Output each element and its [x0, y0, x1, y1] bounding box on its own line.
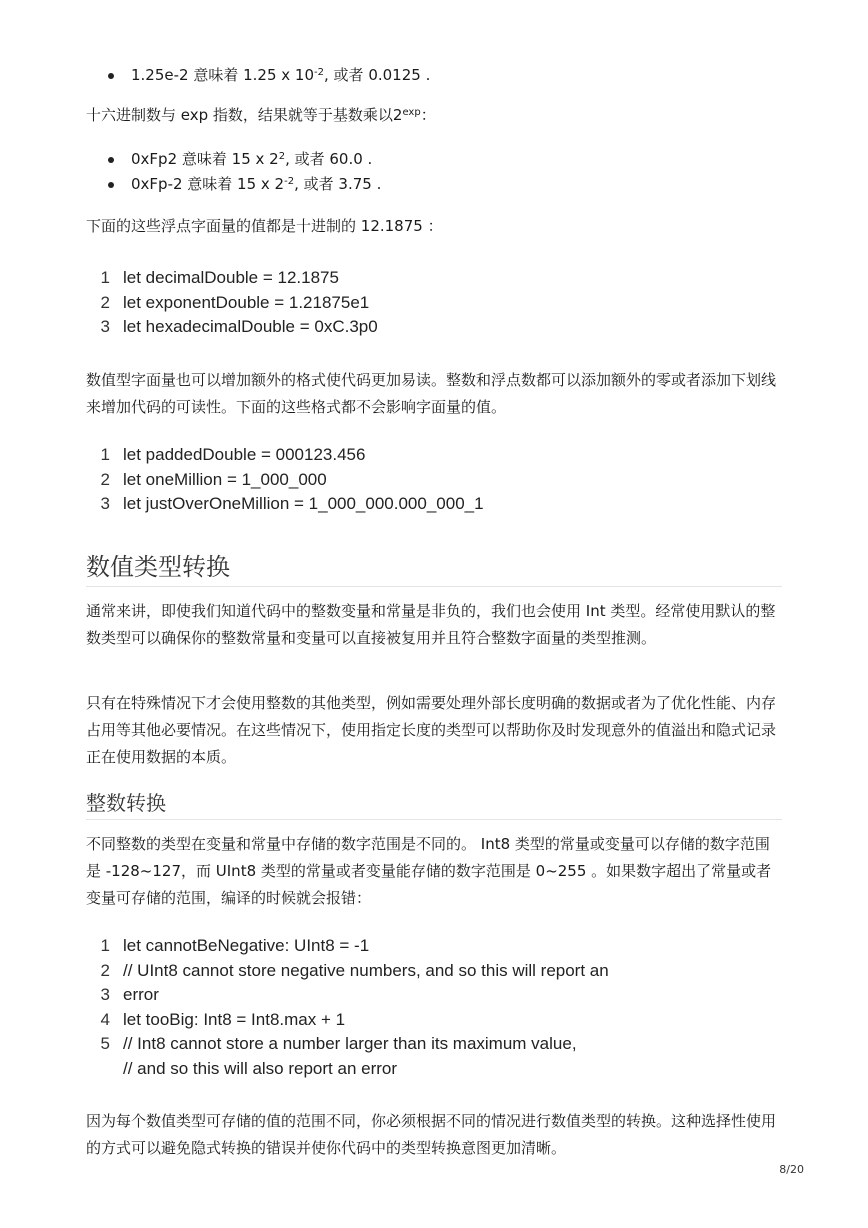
line-number: 2 [100, 960, 110, 980]
superscript: -2 [284, 176, 295, 187]
code-line [86, 492, 484, 517]
line-number: 1 [100, 936, 110, 955]
code-line [86, 1057, 609, 1082]
subsection-heading: 整数转换 [86, 788, 782, 820]
code-line [86, 468, 484, 493]
superscript: -2 [314, 67, 325, 78]
line-number [86, 1057, 123, 1082]
code-text: let paddedDouble = 000123.456 [123, 445, 366, 464]
list-item-text: 1.25e-2 意味着 1.25 x 10 [131, 66, 315, 84]
code-line [86, 315, 378, 340]
format-paragraph: 数值型字面量也可以增加额外的格式使代码更加易读。整数和浮点数都可以添加额外的零或者添加下划线来增加代码的可读性。下面的这些格式都不会影响字面量的值。 [86, 371, 777, 416]
code-text: let justOverOneMillion = 1_000_000.000_000_1 [123, 494, 484, 513]
list-item [131, 62, 430, 89]
code-line [86, 983, 609, 1008]
code-line [86, 959, 609, 984]
list-item-text: 0xFp2 意味着 15 x 2 [131, 150, 279, 168]
list-item-text: , 或者 3.75 . [294, 175, 382, 193]
list-item-text: 0xFp-2 意味着 15 x 2 [131, 175, 285, 193]
code-text: // and so this will also report an error [123, 1058, 398, 1078]
bullet-dot [108, 182, 114, 188]
line-number: 1 [100, 445, 110, 464]
code-text: let cannotBeNegative: UInt8 = -1 [123, 936, 370, 955]
superscript: 2 [278, 151, 286, 162]
code-text: let tooBig: Int8 = Int8.max + 1 [123, 1009, 346, 1029]
paragraph-text: ： [420, 106, 436, 124]
code-text: let oneMillion = 1_000_000 [123, 469, 327, 489]
code-line [86, 934, 609, 959]
line-number: 4 [100, 1009, 110, 1029]
code-line [86, 266, 378, 291]
code-text: // UInt8 cannot store negative numbers, and so this will report an [123, 960, 609, 980]
code-line [86, 443, 484, 468]
code-text: let exponentDouble = 1.21875e1 [123, 292, 370, 312]
final-paragraph: 因为每个数值类型可存储的值的范围不同，你必须根据不同的情况进行数值类型的转换。这种选择性使用的方式可以避免隐式转换的错误并使你代码中的类型转换意图更加清晰。 [86, 1112, 777, 1157]
code-block [86, 443, 484, 517]
code-text: let hexadecimalDouble = 0xC.3p0 [123, 317, 378, 336]
float-intro-paragraph: 下面的这些浮点字面量的值都是十进制的 12.1875 ： [86, 217, 443, 235]
line-number: 5 [100, 1034, 110, 1053]
line-number: 3 [100, 985, 110, 1004]
line-number: 3 [100, 317, 110, 336]
line-number: 2 [100, 469, 110, 489]
code-text: let decimalDouble = 12.1875 [123, 268, 339, 287]
bullet-dot [108, 73, 114, 79]
page-number: 8/20 [779, 1163, 804, 1176]
list-item [131, 171, 381, 198]
code-text: // Int8 cannot store a number larger than its maximum value, [123, 1034, 577, 1053]
code-line [86, 291, 378, 316]
code-text: error [123, 985, 159, 1004]
conversion-paragraph: 通常来讲，即使我们知道代码中的整数变量和常量是非负的，我们也会使用 Int 类型。经常使用默认的整数类型可以确保你的整数常量和变量可以直接被复用并且符合整数字面量的类型推测。 [86, 602, 776, 647]
line-number: 3 [100, 494, 110, 513]
list-item [131, 146, 372, 173]
list-item-text: , 或者 60.0 . [285, 150, 373, 168]
int-conversion-paragraph: 不同整数的类型在变量和常量中存储的数字范围是不同的。 Int8 类型的常量或变量可以存储的数字范围是 -128~127，而 UInt8 类型的常量或者变量能存储的数字范围是 0~255 。如果数字超出了常量或者变量可存储的范围，编译的时候就会报错： [86, 835, 772, 907]
code-block [86, 266, 378, 340]
bullet-dot [108, 157, 114, 163]
superscript: exp [402, 107, 421, 118]
list-item-text: , 或者 0.0125 . [324, 66, 431, 84]
hex-intro-paragraph [86, 102, 436, 129]
code-line [86, 1008, 609, 1033]
code-block [86, 934, 609, 1081]
section-heading: 数值类型转换 [86, 550, 782, 587]
line-number: 1 [100, 268, 110, 287]
code-line [86, 1032, 609, 1057]
conversion-paragraph: 只有在特殊情况下才会使用整数的其他类型，例如需要处理外部长度明确的数据或者为了优化性能、内存占用等其他必要情况。在这些情况下，使用指定长度的类型可以帮助你及时发现意外的值溢出和隐式记录正在使用数据的本质。 [86, 694, 777, 766]
paragraph-text: 十六进制数与 exp 指数，结果就等于基数乘以2 [86, 106, 403, 124]
line-number: 2 [100, 292, 110, 312]
